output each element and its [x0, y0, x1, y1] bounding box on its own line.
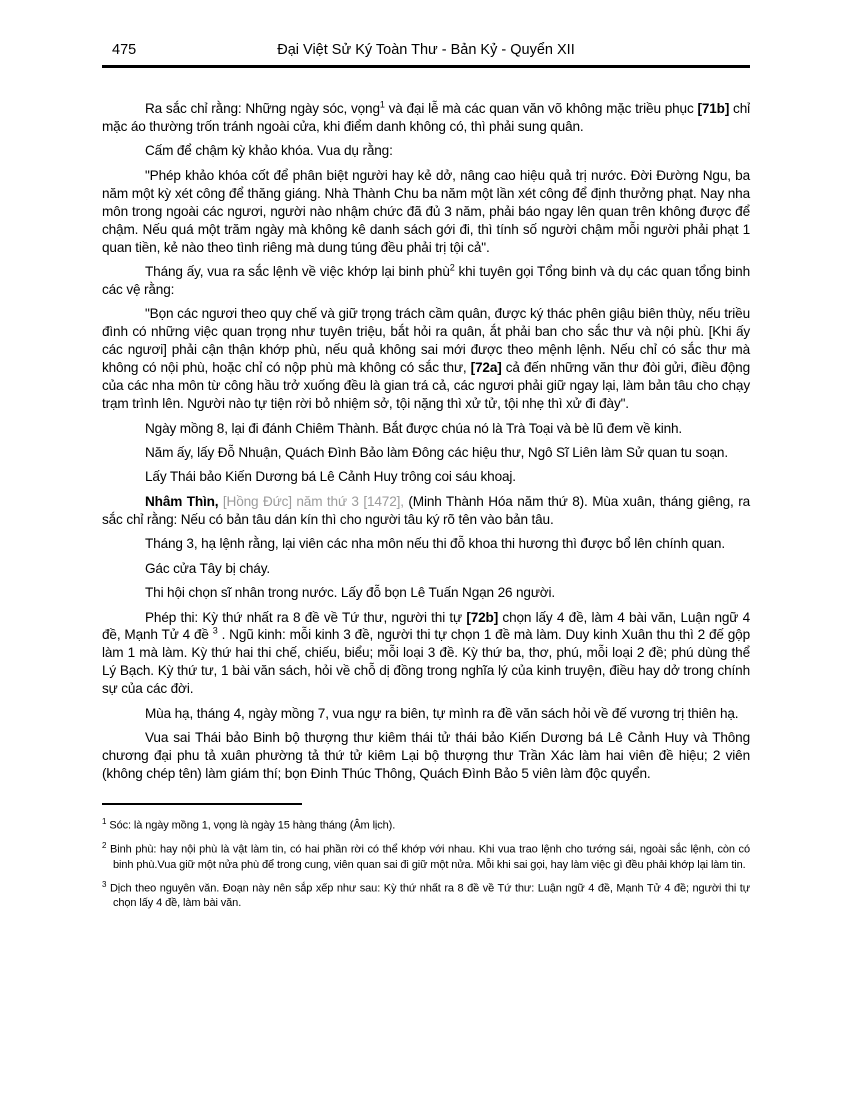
text-segment: Tháng ấy, vua ra sắc lệnh về việc khớp lại binh phù [145, 264, 450, 279]
paragraph [102, 444, 750, 462]
footnote-marker: 3 [102, 880, 107, 890]
text-segment: Ra sắc chỉ rằng: Những ngày sóc, vọng [145, 101, 380, 116]
text-segment: Phép thi: Kỳ thứ nhất ra 8 đề về Tứ thư, người thi tự [145, 609, 467, 625]
footnote-marker: 1 [102, 816, 107, 826]
paragraph [102, 535, 750, 553]
footnote-ref-3: 3 [212, 625, 218, 636]
paragraph [102, 263, 750, 299]
paragraph [102, 493, 750, 529]
paragraph [102, 100, 750, 136]
paragraph [102, 584, 750, 602]
text-segment: Gác cửa Tây bị cháy. [145, 560, 270, 576]
text-segment: Lấy Thái bảo Kiến Dương bá Lê Cảnh Huy trông coi sáu khoaj. [145, 469, 516, 485]
text-segment: cả đến những văn thư đòi gửi, điều động của các nha môn từ công hầu trở xuống đều là gian trá cả, các ngươi phải giữ ngay lại, làm bản tâu cho chạy trạm trình lên. Người nào tự tiện rời bỏ nhiệm sở, tội nặng thì xử tử, tội nhẹ thì xử đi đày". [102, 360, 750, 412]
header-rule [102, 65, 750, 68]
era-date: [Hồng Đức] năm thứ 3 [1472], [218, 493, 404, 509]
folio-ref-72a: [72a] [470, 360, 502, 376]
text-segment: Mùa hạ, tháng 4, ngày mồng 7, vua ngự ra biên, tự mình ra đề văn sách hỏi về đế vương trị thiên hạ. [145, 705, 739, 721]
footnote-text: Dịch theo nguyên văn. Đoạn này nên sắp xếp như sau: Kỳ thứ nhất ra 8 đề về Tứ thư: Luận ngữ 4 đề, Mạnh Tử 4 đề; người thi tự chọn lấy 4 đề, làm bài văn. [109, 882, 750, 910]
text-segment: và đại lễ mà các quan văn võ không mặc triều phục [384, 101, 698, 116]
year-heading: Nhâm Thìn, [145, 493, 219, 509]
footnote-3 [102, 880, 750, 911]
text-segment: Tháng 3, hạ lệnh rằng, lại viên các nha môn nếu thi đỗ khoa thi hương thì được bổ lên chính quan. [145, 536, 725, 552]
text-segment: Ngày mồng 8, lại đi đánh Chiêm Thành. Bắt được chúa nó là Trà Toại và bè lũ đem về kinh. [145, 420, 683, 436]
folio-ref-72b: [72b] [466, 609, 499, 625]
text-segment: chỉ mặc áo thường trốn tránh ngoài cửa, khi điểm danh không có, thì phải sung quân. [102, 101, 750, 134]
paragraph [102, 609, 750, 699]
text-segment: chọn lấy 4 đề, làm 4 bài văn, Luận ngữ 4 đề, Mạnh Tử 4 đề [102, 609, 750, 643]
page-header [102, 40, 750, 61]
text-segment: Thi hội chọn sĩ nhân trong nước. Lấy đỗ bọn Lê Tuấn Ngạn 26 người. [145, 585, 556, 601]
text-segment: khi tuyên gọi Tổng binh và dụ các quan tổng binh các vệ rằng: [102, 264, 750, 297]
footnotes [102, 817, 750, 911]
paragraph [102, 560, 750, 578]
document-body [102, 100, 750, 783]
footnote-ref-1: 1 [379, 99, 385, 110]
paragraph [102, 420, 750, 438]
footnote-marker: 2 [102, 841, 107, 851]
footnote-separator [102, 803, 302, 805]
header-title: Đại Việt Sử Ký Toàn Thư - Bản Kỷ - Quyển XII [277, 42, 575, 58]
paragraph [102, 468, 750, 486]
page-number: 475 [112, 42, 137, 58]
text-segment: Năm ấy, lấy Đỗ Nhuận, Quách Đình Bảo làm Đông các hiệu thư, Ngô Sĩ Liên làm Sử quan tu soạn. [145, 444, 728, 460]
paragraph [102, 705, 750, 723]
footnote-ref-2: 2 [449, 262, 455, 273]
text-segment: Cấm để chậm kỳ khảo khóa. Vua dụ rằng: [145, 143, 393, 159]
folio-ref-71b: [71b] [697, 101, 730, 116]
footnote-2 [102, 841, 750, 872]
paragraph [102, 729, 750, 783]
paragraph [102, 305, 750, 413]
text-segment: "Phép khảo khóa cốt để phân biệt người hay kẻ dở, nâng cao hiệu quả trị nước. Đời Đường Ngu, ba năm một kỳ xét công để thăng giáng. Nhà Thành Chu ba năm một lần xét công để định thưởng phạt. Nay nha môn trong ngoài các ngươi, người nào nhậm chức đã đủ 3 năm, phải báo ngay lên quan trên không được để chậm. Nếu quá một trăm ngày mà không kê danh sách gới đi, thì tính số người chậm mỗi người phải phạt 1 quan tiền, kẻ nào theo tình riêng mà dung túng đều phải trị tội cả". [102, 167, 750, 255]
text-segment: (Minh Thành Hóa năm thứ 8). Mùa xuân, tháng giêng, ra sắc chỉ rằng: Nếu có bản tâu dán kín thì cho người tâu ký rõ tên vào bản tâu. [102, 493, 750, 527]
text-segment: Vua sai Thái bảo Binh bộ thượng thư kiêm thái tử thái bảo Kiến Dương bá Lê Cảnh Huy và Thông chương đại phu tả xuân phường tả thứ tử kiêm Lại bộ thượng thư Trần Xác làm hai viên đề hiệu; 2 viên (không chép tên) làm giám thí; bọn Đinh Thúc Thông, Quách Đình Bảo 5 viên làm độc quyển. [102, 730, 750, 781]
paragraph [102, 167, 750, 257]
footnote-1 [102, 817, 750, 833]
text-segment: "Bọn các ngươi theo quy chế và giữ trọng trách cầm quân, được ký thác phên giậu biên thùy, nếu triều đình có những việc quan trọng như tuyên triệu, bắt hỏi ra quân, ắt phải ban cho sắc thư và nội phù. [Khi ấy các ngươi] phải cận thận khớp phù, nếu quả không sai mới được theo mệnh lệnh. Nếu chỉ có sắc thư mà không có nội phù, hoặc chỉ có nộp phù mà không có sắc thư, [102, 306, 750, 376]
footnote-text: Binh phù: hay nội phù là vật làm tin, có hai phần rời có thể khớp với nhau. Khi vua trao lệnh cho tướng sái, ngoài sắc lệnh, còn có binh phù.Vua giữ một nửa phù để trong cung, viên quan sai đi giữ một nửa. Mỗi khi sai gọi, hay làm việc gì đều phải khớp lại làm tin. [110, 843, 750, 871]
footnote-text: Sóc: là ngày mồng 1, vọng là ngày 15 hàng tháng (Âm lịch). [109, 819, 396, 832]
text-segment: . Ngũ kinh: mỗi kinh 3 đề, người thi tự chọn 1 đề mà làm. Duy kinh Xuân thu thì 2 đế gộp làm 1 mà làm. Kỳ thứ hai thi chế, chiếu, biểu; mỗi loại 3 đề. Kỳ thứ ba, thơ, phú, mỗi loại 2 đề; phú dùng thể Lý Bạch. Kỳ thứ tư, 1 bài văn sách, hỏi về chỗ dị đồng trong nghĩa lý của kinh truyện, điều hay dở trong chính sự của các đời. [102, 627, 750, 697]
paragraph [102, 142, 750, 160]
